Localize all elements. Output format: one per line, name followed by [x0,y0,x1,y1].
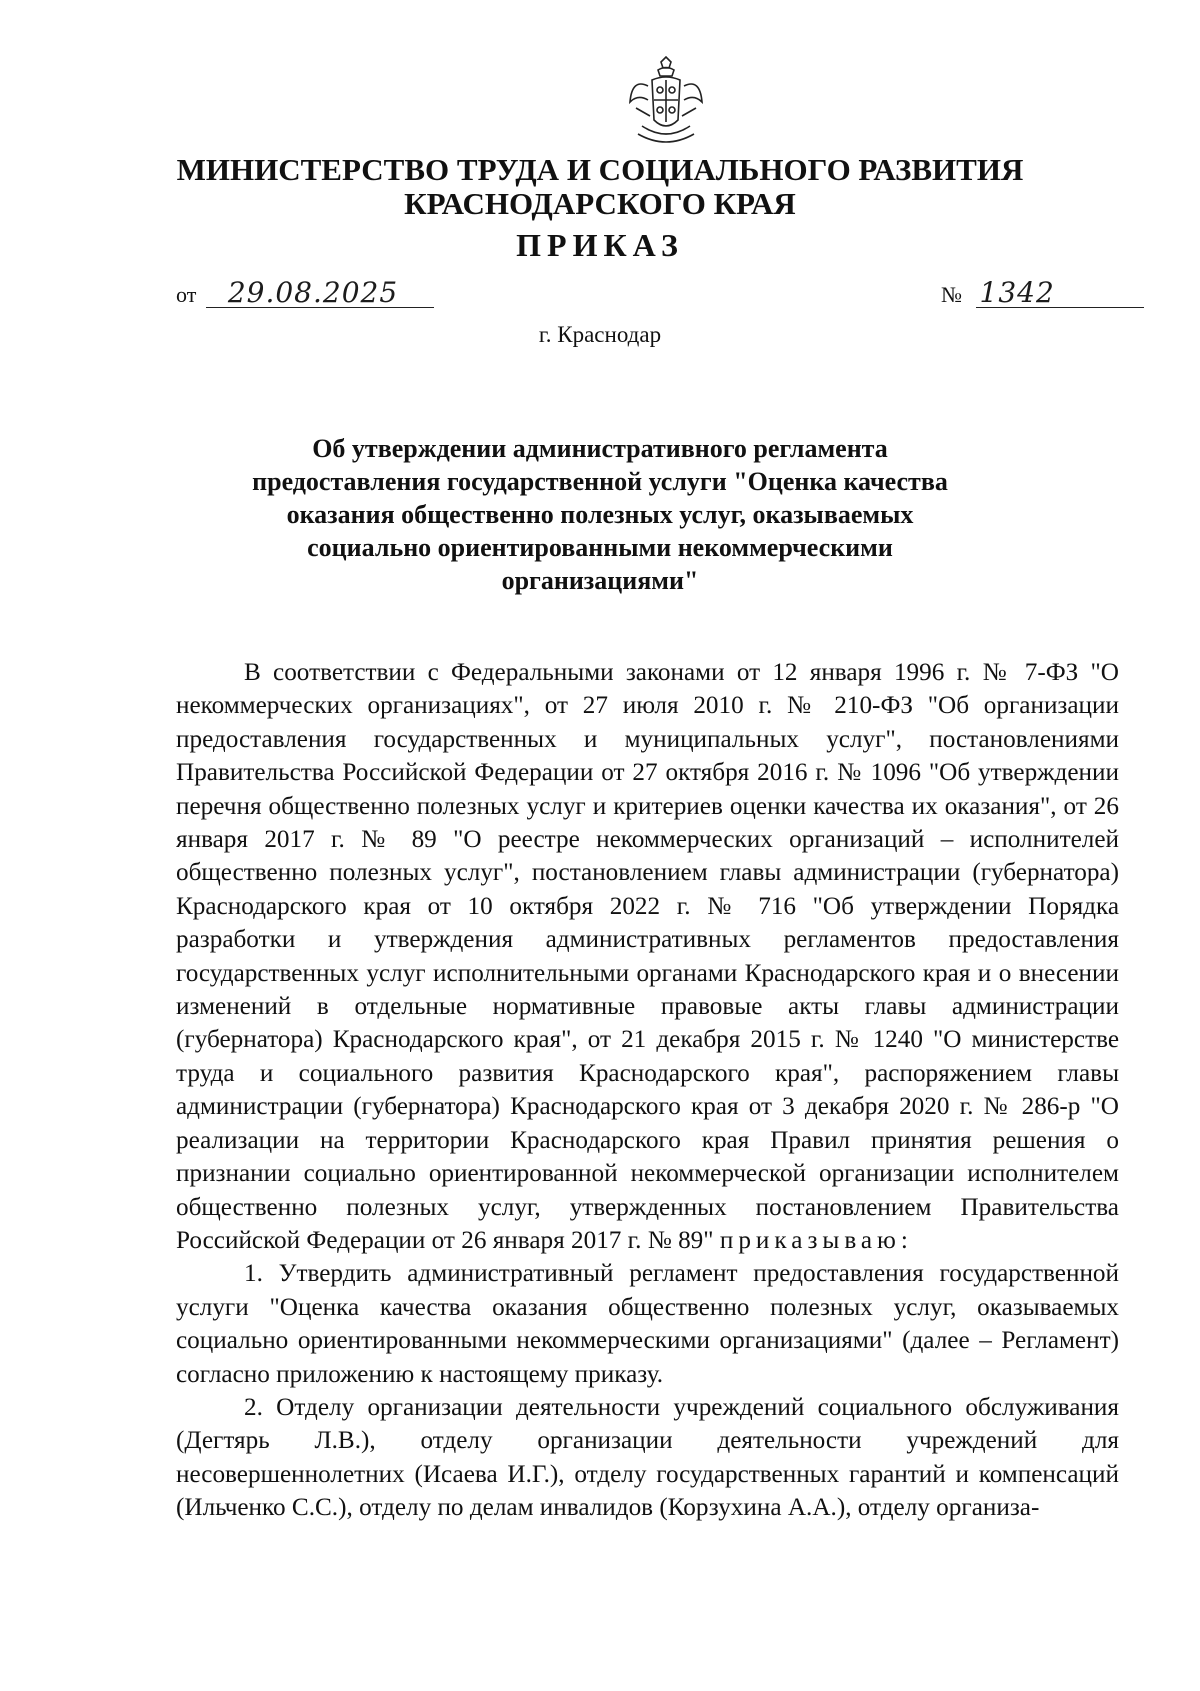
order-word: приказываю: [719,1226,913,1254]
ministry-line-2: КРАСНОДАРСКОГО КРАЯ [404,186,796,221]
paragraph-preamble [176,656,1119,1257]
document-title: Об утверждении административного регламента предоставления государственной услуги "Оценка качества оказания общественно полезных услуг, оказываемых социально ориентированными некоммерческими организациями" [252,434,948,595]
number-field [941,277,1144,308]
city-line: г. Краснодар [538,322,662,347]
date-field [176,277,434,308]
document-body [176,656,1119,1525]
handwritten-date: 29.08.2025 [227,276,399,309]
ministry-line-1: МИНИСТЕРСТВО ТРУДА И СОЦИАЛЬНОГО РАЗВИТИЯ [176,152,1024,187]
preamble-text: В соответствии с Федеральными законами от 12 января 1996 г. № 7-ФЗ "О некоммерческих организациях", от 27 июля 2010 г. № 210-ФЗ "Об организации предоставления государственных и муниципальных услуг", постановлениями Правительства Российской Федерации от 27 октября 2016 г. № 1096 "Об утверждении перечня общественно полезных услуг и критериев оценки качества их оказания", от 26 января 2017 г. № 89 "О реестре некоммерческих организаций – исполнителей общественно полезных услуг", постановлением главы администрации (губернатора) Краснодарского края от 10 октября 2022 г. № 716 "Об утверждении Порядка разработки и утверждения административных регламентов предоставления государственных услуг исполнительными органами Краснодарского края и о внесении изменений в отдельные нормативные правовые акты главы администрации (губернатора) Краснодарского края", от 21 декабря 2015 г. № 1240 "О министерстве труда и социального развития Краснодарского края", распоряжением главы администрации (губернатора) Краснодарского края от 3 декабря 2020 г. № 286-р "О реализации на территории Краснодарского края Правил принятия решения о признании социально ориентированной некоммерческой организации исполнителем общественно полезных услуг, утвержденных постановлением Правительства Российской Федерации от 26 января 2017 г. № 89" [176,659,1119,1254]
number-underline [976,277,1144,308]
date-underline [206,277,434,308]
coat-of-arms-emblem [628,56,704,150]
ministry-name [0,153,1200,221]
paragraph-item-2: 2. Отделу организации деятельности учреждений социального обслуживания (Дегтярь Л.В.), отделу организации деятельности учреждений для несовершеннолетних (Исаева И.Г.), отделу государственных гарантий и компенсаций (Ильченко С.С.), отделу по делам инвалидов (Корзухина А.А.), отделу организа- [176,1393,1119,1522]
number-label: № [941,282,962,307]
handwritten-number: 1342 [979,276,1055,309]
document-type-heading: ПРИКАЗ [516,227,684,263]
from-label: от [176,282,197,307]
paragraph-item-1: 1. Утвердить административный регламент предоставления государственной услуги "Оценка качества оказания общественно полезных услуг, оказываемых социально ориентированными некоммерческими организациями" (далее – Регламент) согласно приложению к настоящему приказу. [176,1260,1119,1388]
